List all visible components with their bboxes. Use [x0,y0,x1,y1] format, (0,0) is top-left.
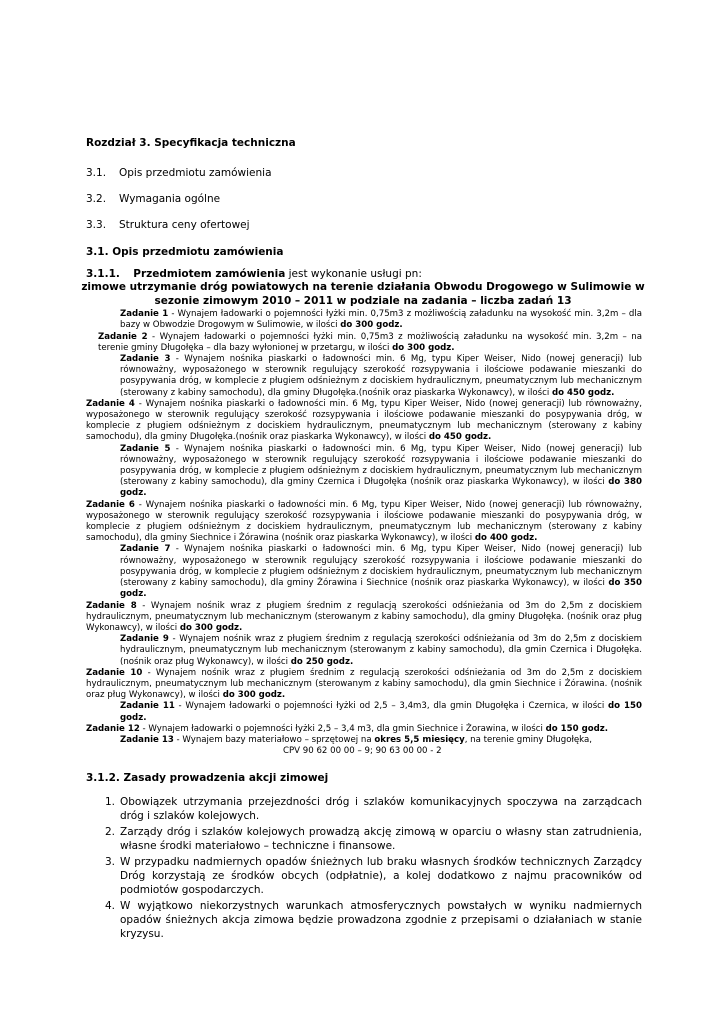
task-text: - Wynajem nośnika piaskarki o ładowności min. 6 Mg, typu Kiper Weiser, Nido (nowej generacji) lub równoważny, wyposażonego w sterownik regulujący szerokość rozsypywania i ilościowe podawanie mieszanki do posypywania dróg, w komplecie z pługiem odśnieżnym z dociskiem hydraulicznym, pneumatycznym lub mechanicznym (sterowany z kabiny samochodu), dla gminy Czernica i Długołęka (nośnik oraz piaskarka Wykonawcy), w ilości [120,443,642,488]
task-text: - Wynajem ładowarki o pojemności łyżki 2,5 – 3,4 m3, dla gmin Siechnice i Żorawina, w ilości [139,723,546,734]
list-item [86,899,642,941]
toc-num: 3.3. [86,219,107,231]
task-label: Zadanie 5 [120,443,171,454]
task-text: - Wynajem ładowarki o pojemności łyżki min. 0,75m3 z możliwością załadunku na wysokość min. 3,2m – na terenie gminy Długołęka – dla bazy wyłonionej w przetargu, w ilości [98,331,642,353]
task-text: - Wynajem nośnika piaskarki o ładowności min. 6 Mg, typu Kiper Weiser, Nido (nowej generacji) lub równoważny, wyposażonego w sterownik regulujący szerokość rozsypywania i ilościowe podawanie mieszanki do posypywania dróg, w komplecie z pługiem odśnieżnym z dociskiem hydraulicznym, pneumatycznym lub mechanicznym (sterowany z kabiny samochodu), dla gminy Długołęka.(nośnik oraz piaskarka Wykonawcy), w ilości [120,354,642,398]
task-label: Zadanie 13 [120,734,174,745]
task-label: Zadanie 10 [86,667,143,678]
task-amount: do 380 godz. [120,477,642,499]
task-amount: do 300 godz. [222,690,286,701]
section-heading-31: 3.1. Opis przedmiotu zamówienia [86,246,284,258]
rules-list [86,795,642,941]
task-amount: do 150 godz. [120,701,642,723]
task-amount: do 450 godz. [428,432,492,443]
task-12 [86,724,642,735]
task-label: Zadanie 2 [98,331,148,342]
toc-label: Wymagania ogólne [119,193,221,205]
task-amount: do 300 godz. [340,320,403,331]
task-label: Zadanie 8 [86,600,137,611]
task-13 [86,735,642,746]
task-1 [86,309,642,331]
task-tail: , na terenie gminy Długołęka, [464,734,593,745]
task-label: Zadanie 11 [120,701,175,712]
toc-item-1 [86,166,642,180]
task-label: Zadanie 9 [120,634,169,645]
cpv-codes: CPV 90 62 00 00 – 9; 90 63 00 00 - 2 [283,746,442,757]
task-text: - Wynajem nośnik wraz z pługiem średnim z regulacją szerokości odśnieżania od 3m do 2,5m z dociskiem hydraulicznym, pneumatycznym lub mechanicznym (sterowanym z kabiny samochodu), dla gmin Czernica i Długołęka. (nośnik oraz pług Wykonawcy), w ilości [120,634,642,667]
list-text: Obowiązek utrzymania przejezdności dróg i szlaków komunikacyjnych spoczywa na zarządcach dróg i szlaków kolejowych. [120,796,642,823]
task-text: - Wynajem nośnika piaskarki o ładowności min. 6 Mg, typu Kiper Weiser, Nido (nowej generacji) lub równoważny, wyposażonego w sterownik regulujący szerokość rozsypywania i ilościowe podawanie mieszanki do posypywania dróg, w komplecie z pługiem odśnieżnym z dociskiem hydraulicznym, pneumatycznym lub mechanicznym (sterowany z kabiny samochodu), dla gminy Żórawina i Siechnice (nośnik oraz piaskarka Wykonawcy), w ilości [120,544,642,589]
toc-item-2 [86,192,642,206]
subsection-number: 3.1.1. [86,268,120,280]
list-text: Zarządy dróg i szlaków kolejowych prowadzą akcję zimową w oparciu o własny stan zatrudnienia, własne środki materiałowo – techniczne i finansowe. [120,826,642,853]
task-amount: do 400 godz. [474,533,538,544]
list-item [86,795,642,823]
task-amount: do 250 godz. [290,656,354,667]
list-number: 3. [105,856,116,869]
task-9 [86,634,642,668]
task-label: Zadanie 3 [120,354,171,365]
task-label: Zadanie 12 [86,723,140,734]
toc-label: Struktura ceny ofertowej [119,219,250,231]
list-item [86,825,642,853]
task-text: - Wynajem nośnika piaskarki o ładowności min. 6 Mg, typu Kiper Weiser, Nido (nowej generacji) lub równoważny, wyposażonego w sterownik regulujący szerokość rozsypywania i ilościowe podawanie mieszanki do posypywania dróg, w komplecie z pługiem odśnieżnym z dociskiem hydraulicznym, pneumatycznym lub mechanicznym (sterowany z kabiny samochodu), dla gminy Długołęka.(nośnik oraz piaskarka Wykonawcy), w ilości [86,398,642,443]
task-10 [86,668,642,702]
task-text: - Wynajem ładowarki o pojemności łyżki od 2,5 – 3,4m3, dla gmin Długołęka i Czernica, w ilości [174,701,609,712]
task-amount: do 300 godz. [179,622,243,633]
task-amount: do 450 godz. [551,387,615,398]
task-text: - Wynajem nośnik wraz z pługiem średnim z regulacją szerokości odśnieżania od 3m do 2,5m z dociskiem hydraulicznym, pneumatycznym lub mechanicznym (sterowanym z kabiny samochodu), dla gminy Długołęka. (nośnik oraz pług Wykonawcy), w ilości [86,600,642,633]
task-3 [86,354,642,399]
toc-label: Opis przedmiotu zamówienia [119,167,272,179]
list-number: 4. [105,900,116,913]
subsection-rest: jest wykonanie usługi pn: [285,268,422,280]
task-label: Zadanie 6 [86,499,135,510]
task-text: - Wynajem nośnika piaskarki o ładowności min. 6 Mg, typu Kiper Weiser, Nido (nowej generacji) lub równoważny, wyposażonego w sterownik regulujący szerokość rozsypywania i ilościowe podawanie mieszanki do posypywania dróg, w komplecie z pługiem odśnieżnym z dociskiem hydraulicznym, pneumatycznym lub mechanicznym (sterowany z kabiny samochodu), dla gminy Siechnice i Żórawina (nośnik oraz piaskarka Wykonawcy), w ilości [86,499,642,544]
section-heading-312: 3.1.2. Zasady prowadzenia akcji zimowej [86,772,329,785]
list-number: 2. [105,826,116,839]
task-5 [86,444,642,500]
order-title: zimowe utrzymanie dróg powiatowych na terenie działania Obwodu Drogowego w Sulimowie w sezonie zimowym 2010 – 2011 w podziale na zadania – liczba zadań 13 [81,281,645,307]
task-amount: do 300 godz. [392,342,455,353]
list-text: W przypadku nadmiernych opadów śnieżnych lub braku własnych środków technicznych Zarządcy Dróg korzystają ze środków obcych (odpłatnie), a kolej dodatkowo z najmu pracowników od podmiotów gospodarczych. [120,856,642,897]
task-label: Zadanie 7 [120,544,171,555]
task-8 [86,601,642,635]
toc-item-3 [86,218,642,232]
task-text: - Wynajem nośnik wraz z pługiem średnim z regulacją szerokości odśnieżania od 3m do 2,5m z dociskiem hydraulicznym, pneumatycznym lub mechanicznym (sterowanym z kabiny samochodu), dla gmin Siechnice i Żórawina. (nośnik oraz pług Wykonawcy), w ilości [86,667,642,701]
toc-num: 3.2. [86,193,107,205]
list-number: 1. [105,796,116,809]
task-4 [86,399,642,444]
chapter-title: Rozdział 3. Specyfikacja techniczna [86,137,296,149]
task-6 [86,500,642,545]
task-2 [86,332,642,354]
list-item [86,855,642,897]
task-11 [86,701,642,723]
task-amount: okres 5,5 miesięcy [374,734,465,745]
task-7 [86,544,642,600]
list-text: W wyjątkowo niekorzystnych warunkach atmosferycznych powstałych w wyniku nadmiernych opadów śnieżnych akcja zimowa będzie prowadzona zgodnie z przepisami o działaniach w stanie kryzysu. [120,900,642,941]
task-text: - Wynajem bazy materiałowo – sprzętowej na [173,734,375,745]
task-amount: do 150 godz. [545,723,609,734]
task-label: Zadanie 4 [86,398,135,409]
task-text: - Wynajem ładowarki o pojemności łyżki min. 0,75m3 z możliwością załadunku na wysokość min. 3,2m – dla bazy w Obwodzie Drogowym w Sulimowie, w ilości [120,309,642,331]
subsection-311 [86,268,642,281]
task-amount: do 350 godz. [120,578,642,600]
subsection-lead: Przedmiotem zamówienia [133,268,286,280]
task-label: Zadanie 1 [120,309,169,320]
toc-num: 3.1. [86,167,107,179]
document-page [81,136,645,943]
